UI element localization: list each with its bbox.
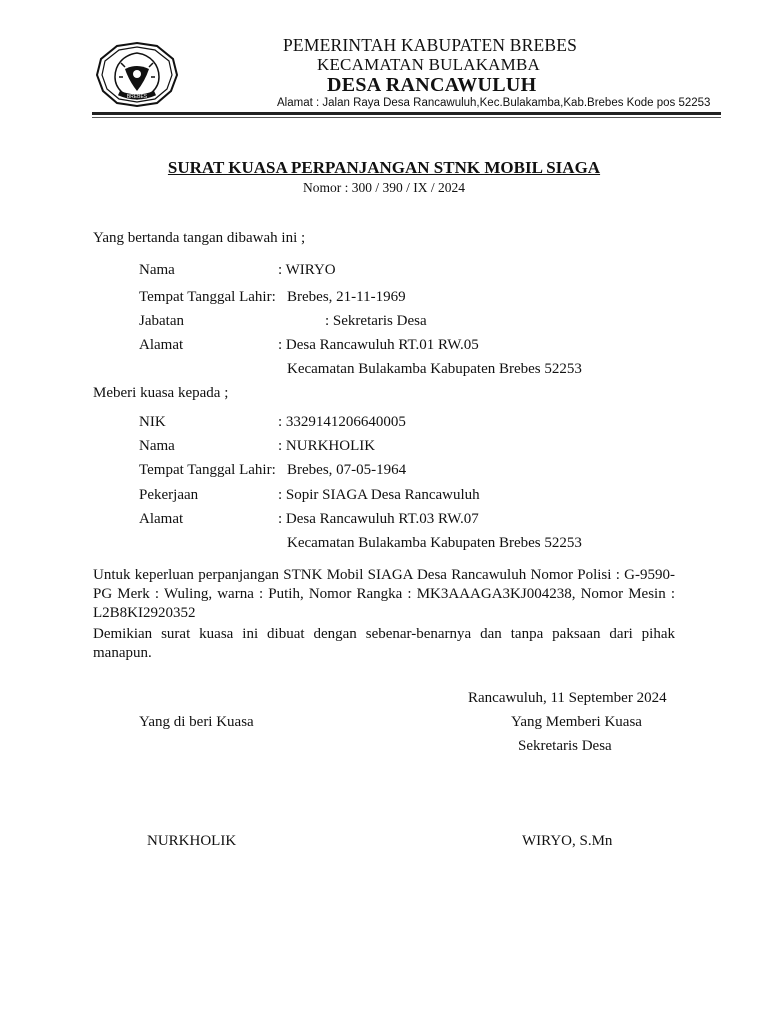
header-address: Alamat : Jalan Raya Desa Rancawuluh,Kec.Bulakamba,Kab.Brebes Kode pos 52253: [277, 97, 711, 109]
giver-signature-label: Yang Memberi Kuasa: [511, 714, 642, 730]
seal-text: BREBES: [126, 94, 148, 100]
receiver-address-value-2: Kecamatan Bulakamba Kabupaten Brebes 52253: [287, 535, 582, 551]
receiver-signature-label: Yang di beri Kuasa: [139, 714, 254, 730]
purpose-paragraph: Untuk keperluan perpanjangan STNK Mobil SIAGA Desa Rancawuluh Nomor Polisi : G-9590-PG Merk : Wuling, warna : Putih, Nomor Rangka : MK3AAAGA3KJ004238, Nomor Mesin : L2B8KI2920352: [93, 567, 675, 621]
header-government: PEMERINTAH KABUPATEN BREBES: [283, 35, 578, 55]
receiver-signature-name: NURKHOLIK: [147, 833, 237, 849]
document-title: SURAT KUASA PERPANJANGAN STNK MOBIL SIAGA: [167, 158, 601, 177]
giver-address-label: Alamat: [139, 337, 184, 353]
receiver-occupation-value: : Sopir SIAGA Desa Rancawuluh: [278, 487, 480, 503]
receiver-address-label: Alamat: [139, 511, 184, 527]
giver-name-label: Nama: [139, 262, 175, 278]
giver-name-value: : WIRYO: [278, 262, 336, 278]
place-date: Rancawuluh, 11 September 2024: [468, 690, 667, 706]
document-number: Nomor : 300 / 390 / IX / 2024: [303, 180, 465, 195]
giver-birth-value: Brebes, 21-11-1969: [287, 289, 406, 305]
header-district: KECAMATAN BULAKAMBA: [317, 55, 540, 74]
giver-signature-name: WIRYO, S.Mn: [522, 833, 613, 849]
closing-paragraph: Demikian surat kuasa ini dibuat dengan sebenar-benarnya dan tanpa paksaan dari pihak manapun.: [93, 626, 675, 661]
giver-birth-label: Tempat Tanggal Lahir:: [139, 289, 276, 305]
intro-text: Yang bertanda tangan dibawah ini ;: [93, 230, 306, 246]
giver-position-value: : Sekretaris Desa: [325, 313, 427, 329]
giver-address-value: : Desa Rancawuluh RT.01 RW.05: [278, 337, 479, 353]
giver-position-label: Jabatan: [139, 313, 184, 329]
giver-signature-position: Sekretaris Desa: [518, 738, 612, 754]
mandate-intro: Meberi kuasa kepada ;: [93, 385, 229, 401]
receiver-name-value: : NURKHOLIK: [278, 438, 376, 454]
receiver-birth-label: Tempat Tanggal Lahir:: [139, 462, 276, 478]
receiver-nik-value: : 3329141206640005: [278, 414, 406, 430]
receiver-occupation-label: Pekerjaan: [139, 487, 199, 503]
receiver-nik-label: NIK: [139, 414, 166, 430]
giver-address-value-2: Kecamatan Bulakamba Kabupaten Brebes 52253: [287, 361, 582, 377]
regency-seal-logo: [95, 41, 179, 107]
letterhead-rule-thin: [92, 117, 721, 118]
header-village: DESA RANCAWULUH: [327, 74, 537, 96]
receiver-address-value: : Desa Rancawuluh RT.03 RW.07: [278, 511, 479, 527]
receiver-birth-value: Brebes, 07-05-1964: [287, 462, 407, 478]
letterhead-rule-thick: [92, 112, 721, 115]
receiver-name-label: Nama: [139, 438, 175, 454]
